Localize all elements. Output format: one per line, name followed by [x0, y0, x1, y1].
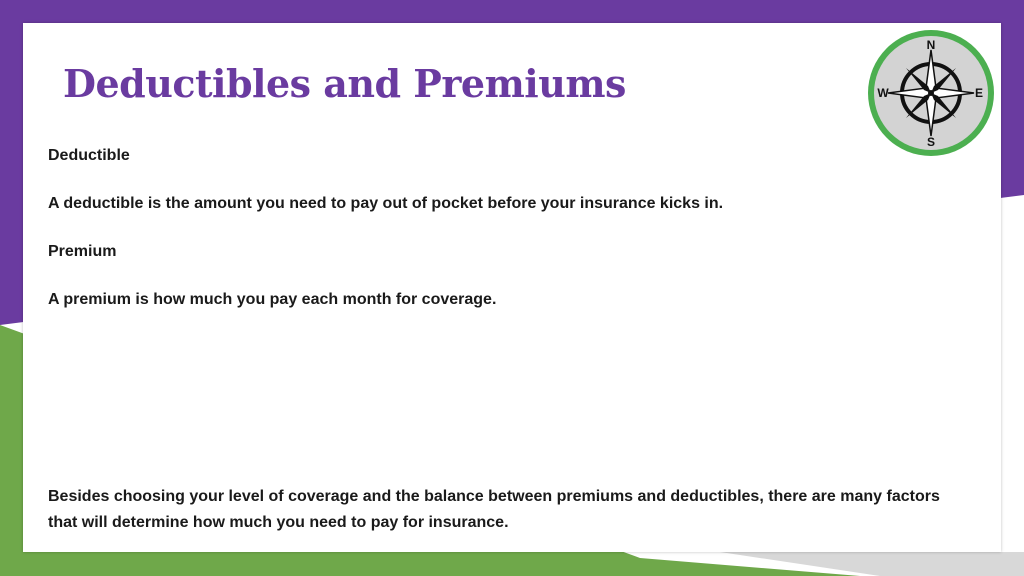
premium-definition: A premium is how much you pay each month for coverage.	[48, 291, 497, 308]
premium-heading: Premium	[48, 243, 117, 260]
compass-west-label: W	[877, 86, 889, 100]
compass-east-label: E	[974, 86, 984, 100]
slide-card	[23, 23, 1001, 552]
compass-south-label: S	[926, 135, 936, 149]
compass-north-label: N	[926, 38, 936, 52]
deductible-heading: Deductible	[48, 147, 130, 164]
footer-paragraph: Besides choosing your level of coverage and the balance between premiums and deductibles, there are many factors that will determine how much you need to pay for insurance.	[48, 488, 940, 531]
slide-title: Deductibles and Premiums	[63, 61, 626, 106]
deductible-definition: A deductible is the amount you need to pay out of pocket before your insurance kicks in.	[48, 195, 724, 212]
compass-icon	[866, 28, 996, 158]
